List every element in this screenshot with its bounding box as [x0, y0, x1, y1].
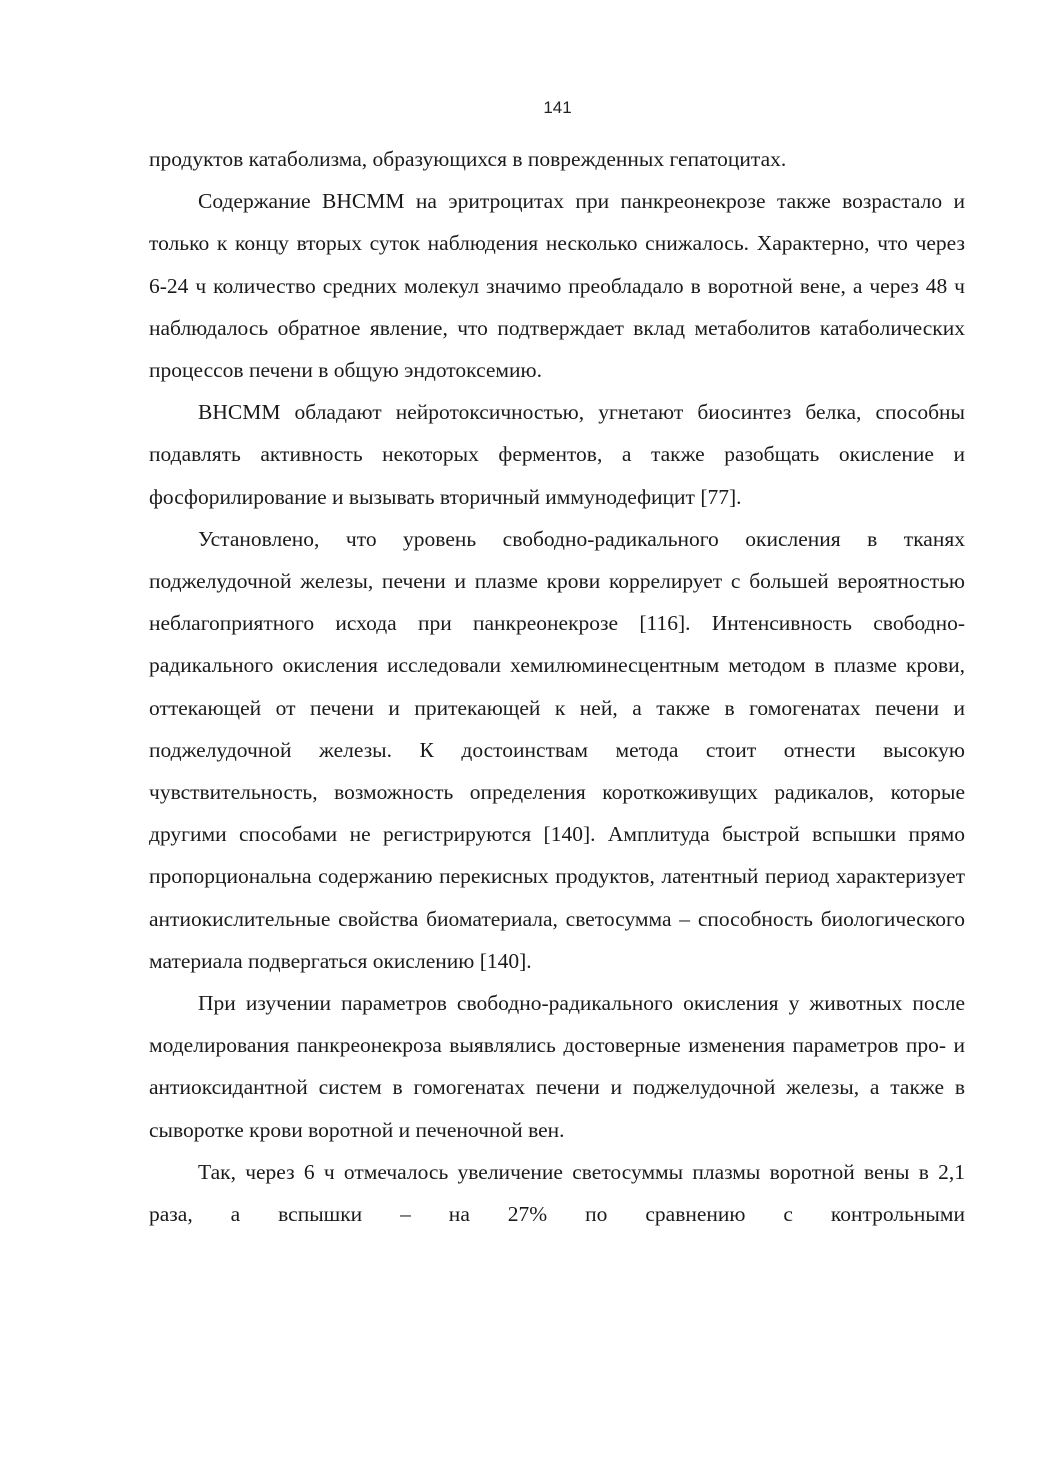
- paragraph: При изучении параметров свободно-радикального окисления у животных после моделирования панкреонекроза выявлялись достоверные изменения параметров про- и антиоксидантной систем в гомогенатах печени и поджелудочной железы, а также в сыворотке крови воротной и печеночной вен.: [149, 991, 965, 1142]
- body-text: [149, 138, 965, 1235]
- paragraph: ВНСММ обладают нейротоксичностью, угнетают биосинтез белка, способны подавлять активность некоторых ферментов, а также разобщать окисление и фосфорилирование и вызывать вторичный иммунодефицит [77].: [149, 400, 965, 509]
- paragraph: Установлено, что уровень свободно-радикального окисления в тканях поджелудочной железы, печени и плазме крови коррелирует с большей вероятностью неблагоприятного исхода при панкреонекрозе [116]. Интенсивность свободно-радикального окисления исследовали хемилюминесцентным методом в плазме крови, оттекающей от печени и притекающей к ней, а также в гомогенатах печени и поджелудочной железы. К достоинствам метода стоит отнести высокую чувствительность, возможность определения короткоживущих радикалов, которые другими способами не регистрируются [140]. Амплитуда быстрой вспышки прямо пропорциональна содержанию перекисных продуктов, латентный период характеризует антиокислительные свойства биоматериала, светосумма – способность биологического материала подвергаться окислению [140].: [149, 526, 965, 973]
- paragraph: Содержание ВНСММ на эритроцитах при панкреонекрозе также возрастало и только к концу вторых суток наблюдения несколько снижалось. Характерно, что через 6-24 ч количество средних молекул значимо преобладало в воротной вене, а через 48 ч наблюдалось обратное явление, что подтверждает вклад метаболитов катаболических процессов печени в общую эндотоксемию.: [149, 189, 965, 383]
- paragraph: Так, через 6 ч отмечалось увеличение светосуммы плазмы воротной вены в 2,1 раза, а вспышки – на 27% по сравнению с контрольными: [149, 1159, 965, 1227]
- page-number: 141: [543, 98, 572, 117]
- paragraph: продуктов катаболизма, образующихся в поврежденных гепатоцитах.: [149, 147, 787, 171]
